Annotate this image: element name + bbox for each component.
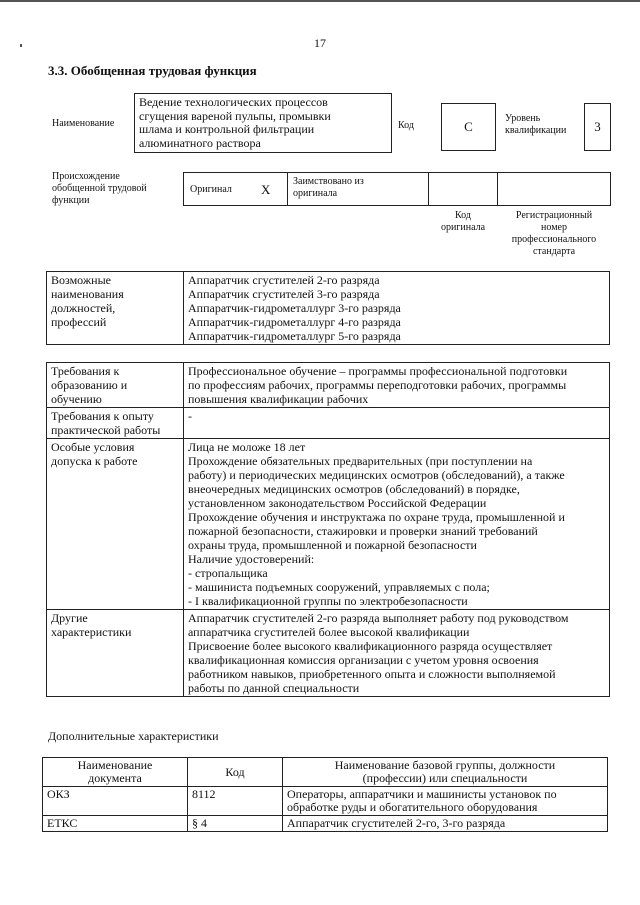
requirement-value-cell [184,363,610,408]
row-name [283,816,608,832]
requirement-value-line: - стропальщика [188,566,268,580]
requirement-value-line: по профессиям рабочих, программы переподготовки рабочих, программы [188,378,567,392]
borrowed-label-line: Заимствовано из [293,176,364,187]
requirement-value-line: аппаратчика сгустителей более высокой квалификации [188,625,470,639]
position-item: Аппаратчик-гидрометаллург 3-го разряда [188,301,401,315]
requirement-row [47,439,610,610]
positions-label-line: профессий [51,315,107,329]
additional-header-row [43,758,608,787]
function-code-label: Код [398,120,414,131]
origin-label-line: Происхождение [52,171,120,182]
reg-caption-line: Регистрационный [515,210,593,221]
section-title: 3.3. Обобщенная трудовая функция [48,63,257,78]
requirement-label-cell [47,363,184,408]
origin-label-line: обобщенной трудовой [52,183,147,194]
header-doc [43,758,188,787]
origin-original-cell [183,172,288,206]
level-label-line: Уровень [505,113,541,124]
scan-border-top [0,0,640,2]
position-item: Аппаратчик-гидрометаллург 5-го разряда [188,329,401,343]
additional-row [43,816,608,832]
position-item: Аппаратчик сгустителей 3-го разряда [188,287,380,301]
requirement-label-line: Требования к [51,364,120,378]
row-doc: ОКЗ [43,787,188,816]
header-doc-line: Наименование [77,758,153,772]
requirement-value-line: Прохождение обязательных предварительных (при поступлении на [188,454,533,468]
requirement-value-line: пожарной безопасности, стажировки и проверки знаний требований [188,524,538,538]
code-caption-line: оригинала [440,222,486,233]
positions-label-cell [47,272,184,345]
requirement-row [47,408,610,439]
additional-row [43,787,608,816]
requirement-value-line: установленном законодательством Российской Федерации [188,496,487,510]
requirement-label-line: Особые условия [51,440,135,454]
requirement-value-line: внеочередных медицинских осмотров (обследований) в порядке, [188,482,520,496]
requirement-value-line: работником навыков, приобретенного опыта и сложности выполняемой [188,667,556,681]
row-code: 8112 [188,787,283,816]
positions-label-line: должностей, [51,301,116,315]
origin-code-caption [428,210,498,234]
positions-table [46,271,610,345]
requirement-row [47,610,610,697]
requirement-value-line: охраны труда, промышленной и пожарной безопасности [188,538,477,552]
header-group [283,758,608,787]
code-caption-line: Код [455,210,471,221]
requirement-value-line: Профессиональное обучение – программы профессиональной подготовки [188,364,568,378]
function-name-box [134,93,392,153]
requirement-label-line: Другие [51,611,88,625]
header-group-line: (профессии) или специальности [362,771,528,785]
requirement-value-line: работы по данной специальности [188,681,360,695]
requirement-label-line: характеристики [51,625,132,639]
additional-table [42,757,608,832]
requirement-value-line: - I квалификационной группы по электробезопасности [188,594,468,608]
requirement-value-line: Наличие удостоверений: [188,552,315,566]
positions-label-line: наименования [51,287,124,301]
header-group-line: Наименование базовой группы, должности [334,758,556,772]
requirement-value-line: работу) и периодических медицинских осмотров (обследований), а также [188,468,565,482]
reg-caption-line: номер [541,222,567,233]
function-name-label: Наименование [52,118,115,129]
requirement-label-line: Требования к опыту [51,409,154,423]
row-name-line: обработке руды и обогатительного оборудования [287,800,538,814]
requirement-value-line: Прохождение обучения и инструктажа по охране труда, промышленной и [188,510,565,524]
positions-label-line: Возможные [51,273,111,287]
reg-caption-line: профессионального [511,234,597,245]
requirement-label-cell [47,439,184,610]
requirement-value-line: повышения квалификации рабочих [188,392,369,406]
position-item: Аппаратчик сгустителей 2-го разряда [188,273,380,287]
requirement-value-cell [184,439,610,610]
requirement-value-cell [184,610,610,697]
requirement-label-line: обучению [51,392,102,406]
requirement-value-line: - машиниста подъемных сооружений, управляемых с пола; [188,580,490,594]
requirement-value-line: - [188,409,192,423]
origin-reg-cell [497,172,611,206]
requirement-label-cell [47,408,184,439]
borrowed-label-line: оригинала [293,188,338,199]
origin-label-line: функции [52,195,90,206]
requirement-label-line: образованию и [51,378,128,392]
requirement-label-line: допуска к работе [51,454,138,468]
reg-caption-line: стандарта [532,246,576,257]
requirement-value-line: квалификационная комиссия организации с учетом уровня освоения [188,653,539,667]
function-code-value: C [441,103,496,151]
original-mark: X [261,182,271,197]
additional-title: Дополнительные характеристики [48,729,219,743]
function-level-value: 3 [584,103,611,151]
row-doc: ЕТКС [43,816,188,832]
function-name-line: шлама и контрольной фильтрации [139,122,315,136]
positions-row [47,272,610,345]
origin-label [52,171,147,207]
page-number: 17 [314,36,326,50]
origin-code-cell [428,172,498,206]
requirements-table [46,362,610,697]
requirement-value-line: Лица не моложе 18 лет [188,440,306,454]
row-name [283,787,608,816]
requirement-row [47,363,610,408]
requirement-value-line: Аппаратчик сгустителей 2-го разряда выполняет работу под руководством [188,611,569,625]
requirement-value-line: Присвоение более высокого квалификационного разряда осуществляет [188,639,553,653]
row-code: § 4 [188,816,283,832]
row-name-line: Операторы, аппаратчики и машинисты установок по [287,787,557,801]
header-code [188,758,283,787]
header-code-line: Код [225,764,245,779]
origin-borrowed-cell [287,172,429,206]
positions-value-cell [184,272,610,345]
requirement-label-cell [47,610,184,697]
level-label-line: квалификации [505,125,567,136]
requirement-value-cell [184,408,610,439]
requirement-label-line: практической работы [51,423,161,437]
row-name-line: Аппаратчик сгустителей 2-го, 3-го разряда [287,816,506,830]
original-label: Оригинал [190,184,232,195]
header-doc-line: документа [88,771,142,785]
function-name-line: алюминатного раствора [139,135,261,150]
origin-reg-caption [497,210,611,258]
function-name-line: Ведение технологических процессов [139,95,328,109]
function-name-line: сгущения вареной пульпы, промывки [139,108,331,123]
function-level-label [505,113,566,137]
position-item: Аппаратчик-гидрометаллург 4-го разряда [188,315,401,329]
